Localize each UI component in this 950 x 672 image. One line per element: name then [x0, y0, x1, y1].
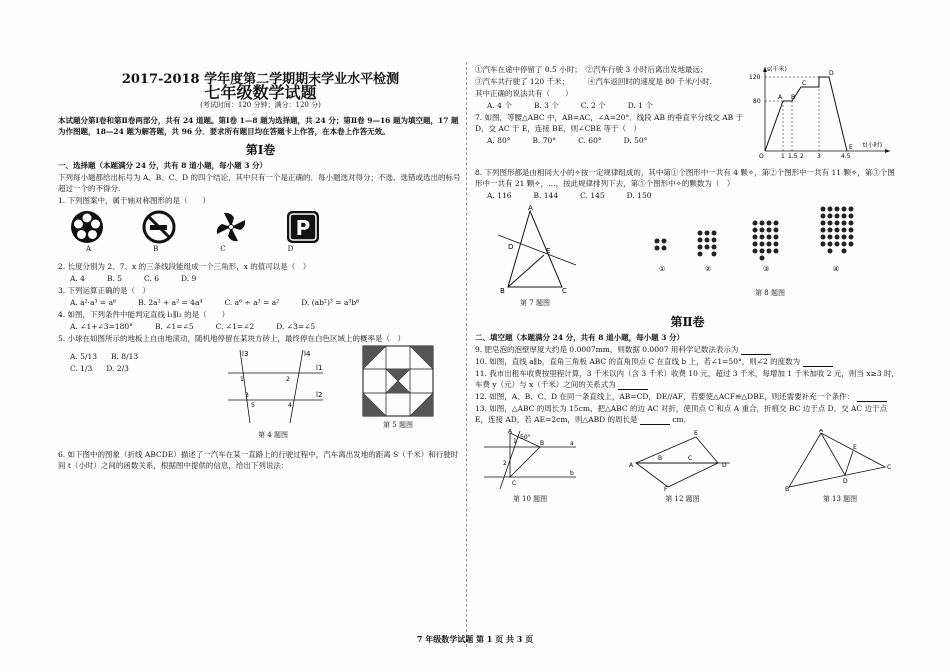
- svg-text:A: A: [628, 462, 633, 469]
- q5-options: [58, 345, 208, 441]
- q7-options: [487, 135, 745, 146]
- svg-text:1: 1: [240, 376, 244, 383]
- graph-pt-a: A: [778, 94, 783, 101]
- figure-13: [780, 429, 900, 505]
- question-1: 1. 下列图案中，属于轴对称图形的是（ ）: [58, 196, 211, 205]
- q1-figures: [70, 210, 463, 244]
- exam-intro: 本试题分第Ⅰ卷和第Ⅱ卷两部分，共有 24 道题。第Ⅰ卷 1—8 题为选择题，共 24 分；第Ⅱ卷 9—16 题为填空题，17 题为作图题，18—24 题为解答题，共 96 分．要求所有题目均在答题卡上作答，在本卷上作答无效。: [58, 116, 459, 136]
- part1-title: 第Ⅰ卷: [245, 143, 276, 157]
- q2-option-c: C. 6: [144, 274, 160, 283]
- q6-option-b: B. 3 个: [533, 101, 559, 110]
- svg-text:P: P: [295, 216, 311, 240]
- svg-text:B: B: [785, 486, 790, 491]
- svg-text:C: C: [512, 480, 517, 487]
- svg-text:A: A: [528, 205, 533, 212]
- q2-option-b: B. 5: [106, 274, 123, 283]
- q4-option-d: D. ∠3=∠5: [276, 322, 316, 331]
- svg-text:50°: 50°: [520, 434, 531, 441]
- graph-tick-1-5: 1.5: [788, 153, 798, 159]
- section1-title: 一、选择题（本题满分 24 分，共有 8 道小题，每小题 3 分）: [58, 161, 268, 170]
- svg-text:B: B: [500, 287, 505, 295]
- graph-tick-3: 3: [817, 153, 821, 159]
- question-6: 6. 如下图中的图象（折线 ABCDE）描述了一汽车在某一直路上的行驶过程中，汽车离出发地的距离 S（千米）和行驶时间 t（小时）之间的函数关系，根据图中提供的信息，给出下列说法：: [58, 450, 459, 470]
- q6-item-1: ①汽车在途中停留了 0.5 小时； ②汽车行驶 3 小时后离出发地最远；: [475, 65, 708, 74]
- left-column: [58, 70, 463, 472]
- graph-tick-1: 1: [781, 153, 785, 159]
- fig8-label-1: ①: [659, 265, 666, 273]
- graph-pt-b: B: [791, 94, 796, 101]
- no-smoking-icon: [142, 210, 176, 244]
- question-13: 13. 如图，△ABC 的周长为 15cm，把△ABC 的边 AC 对折，使顶点 C 和点 A 重合，折痕交 BC 边于点 D，交 AC 边于点 E，连接 AD，若 AE=2cm，则△ABD 的周长是 cm．: [475, 404, 888, 424]
- q8-option-b: B. 144: [533, 191, 559, 200]
- graph-tick-4-5: 4.5: [841, 153, 851, 159]
- question-10: 10. 如图，直线 a∥b，直角三角板 ABC 的直角顶点 C 在直线 b 上，若∠1=50°，则∠2 的度数为: [475, 356, 900, 367]
- svg-text:F: F: [663, 486, 667, 491]
- svg-text:C: C: [562, 287, 567, 295]
- right-column: [475, 63, 900, 505]
- q1-label-a: A: [86, 245, 92, 253]
- q7-q8-figures: [475, 205, 900, 309]
- graph-pt-d: D: [829, 70, 834, 77]
- svg-text:C: C: [887, 464, 892, 471]
- q7-option-b: B. 70°: [532, 136, 557, 145]
- svg-text:D: D: [508, 243, 514, 251]
- svg-text:l2: l2: [316, 391, 323, 399]
- q6-option-c: C. 2 个: [580, 101, 606, 110]
- q3-option-d: D. (ab²)³ = a³b⁶: [301, 298, 360, 307]
- graph-x-label: t(小时): [863, 142, 883, 149]
- svg-text:a: a: [570, 440, 574, 447]
- figure-12-caption: 第 12 题图: [665, 495, 700, 503]
- q5-option-d: D. 2/3: [106, 364, 129, 373]
- figure-7: [475, 205, 595, 309]
- q1-label-b: B: [153, 245, 159, 253]
- q4-options: [70, 321, 463, 332]
- svg-text:C: C: [687, 455, 692, 462]
- svg-text:E: E: [546, 247, 551, 255]
- question-4: 4. 如图，下列条件中能判定直线 l₁∥l₂ 的是（ ）: [58, 310, 230, 319]
- page-footer: 7 年级数学试题 第 1 页 共 3 页: [416, 634, 534, 644]
- section2-title: 二、填空题（本题满分 24 分，共有 8 道小题，每小题 3 分）: [475, 333, 685, 342]
- folded-triangle-diagram: [785, 429, 895, 491]
- question-5: 5. 小球在如图所示的地板上自由地滚动，随机地停留在某块方砖上，最终停在白色区域上的概率是（ ）: [58, 334, 406, 343]
- q4-option-b: B. ∠1=∠5: [154, 322, 194, 331]
- q6-continued: [475, 63, 900, 159]
- q8-options: [487, 190, 900, 201]
- q7-option-d: D. 50°: [623, 136, 648, 145]
- svg-text:l3: l3: [242, 350, 249, 358]
- section1-desc: 下列每小题都给出标号为 A、B、C、D 的四个结论，其中只有一个是正确的．每小题选对得分；不选、选错或选出的标号超过一个的不得分.: [58, 173, 461, 193]
- q4-option-a: A. ∠1+∠3=180°: [70, 322, 133, 331]
- svg-text:l1: l1: [316, 364, 323, 372]
- svg-text:2: 2: [286, 376, 290, 383]
- q3-option-a: A. a²·a³ = a⁶: [70, 298, 117, 307]
- exam-subtitle: 七年级数学试题: [204, 83, 317, 102]
- q3-options: [70, 297, 463, 308]
- svg-text:l4: l4: [304, 350, 311, 358]
- q5-option-c: C. 1/3: [70, 364, 93, 373]
- figure-5: [338, 345, 458, 441]
- fig8-label-3: ③: [763, 265, 770, 273]
- parking-icon: [286, 210, 320, 244]
- question-7: 7. 如图，等腰△ABC 中，AB=AC，∠A=20°．线段 AB 的垂直平分线交 AB 于 D，交 AC 于 E，连接 BE，则∠CBE 等于（ ）: [475, 113, 744, 133]
- q10-q13-figures: [475, 429, 900, 505]
- congruent-triangles-diagram: [628, 429, 738, 491]
- svg-text:1: 1: [513, 438, 517, 445]
- question-8: 8. 下列图形都是由相同大小的✧按一定规律组成的，其中第①个图形中一共有 4 颗✧，第②个图形中一共有 11 颗✧，第③个图形中一共有 21 颗✧，…，按此规律排列下去，第⑤个图形中✧的颗数为（ ）: [475, 168, 895, 188]
- svg-text:D: D: [843, 478, 848, 485]
- svg-text:E: E: [693, 430, 698, 437]
- q6-options: [487, 100, 745, 111]
- q6-item-2: ③汽车共行驶了 120 千米； ④汽车返回时的速度是 80 千米/小时.: [475, 77, 713, 86]
- graph-y-label: s(千米): [767, 66, 787, 73]
- figure-5-caption: 第 5 题图: [383, 421, 413, 429]
- figure-13-caption: 第 13 题图: [822, 495, 858, 503]
- fig8-label-4: ④: [833, 265, 840, 273]
- graph-pt-c: C: [802, 80, 807, 87]
- exam-info: (考试时间：120 分钟；满分：120 分): [200, 101, 321, 109]
- q5-row: [58, 345, 463, 441]
- q3-option-b: B. 2a² + a² = 4a⁴: [138, 298, 203, 307]
- distance-time-graph: [745, 63, 895, 159]
- svg-text:A: A: [819, 429, 824, 434]
- figure-7-caption: 第 7 题图: [520, 299, 550, 307]
- q7-option-a: A. 80°: [487, 136, 511, 145]
- graph-tick-80: 80: [753, 98, 761, 105]
- q5-option-b: B. 8/13: [111, 352, 139, 361]
- q6-option-a: A. 4 个: [487, 101, 512, 110]
- question-3: 3. 下列运算正确的是（ ）: [58, 286, 151, 295]
- svg-text:2: 2: [503, 460, 507, 467]
- star-pattern-diagram: [645, 205, 895, 285]
- q7-option-c: C. 60°: [578, 136, 602, 145]
- question-11: 11. 我市出租车收费按里程计算，3 千米以内（含 3 千米）收费 10 元，超过 3 千米，每增加 1 千米加收 2 元，则当 x≥3 时，车费 y（元）与 x（千米）之间的关系式为: [475, 369, 899, 389]
- question-12: 12. 如图，A、B、C、D 在同一条直线上，AB=CD，DE//AF，若要使△ACF≌△DBE，则还需要补充一个条件：: [475, 391, 900, 402]
- q8-option-a: A. 116: [487, 191, 512, 200]
- q2-option-a: A. 4: [70, 274, 85, 283]
- isosceles-triangle-diagram: [490, 205, 580, 295]
- q5-option-a: A. 5/13: [70, 352, 98, 361]
- svg-text:E: E: [853, 444, 857, 451]
- svg-text:D: D: [721, 462, 727, 469]
- floor-tiles-diagram: [362, 345, 434, 417]
- q6-tail: 其中正确的说法共有（ ）: [475, 89, 573, 98]
- q8-option-c: C. 145: [580, 191, 605, 200]
- svg-text:B: B: [657, 455, 662, 462]
- parallel-triangle-diagram: [480, 429, 580, 491]
- graph-tick-2: 2: [800, 153, 804, 159]
- figure-12: [623, 429, 743, 505]
- q1-label-d: D: [287, 245, 294, 253]
- flower-icon: [70, 210, 104, 244]
- q1-label-c: C: [220, 245, 226, 253]
- graph-pt-e: E: [849, 144, 853, 151]
- graph-tick-120: 120: [749, 74, 761, 81]
- q6-option-d: D. 1 个: [627, 101, 653, 110]
- graph-origin: O: [759, 153, 764, 159]
- figure-4: [208, 345, 338, 441]
- svg-text:A: A: [508, 429, 513, 435]
- svg-text:5: 5: [251, 402, 255, 409]
- q8-option-d: D. 150: [626, 191, 652, 200]
- figure-10: [475, 429, 585, 505]
- parallel-lines-diagram: [218, 345, 328, 427]
- fig8-label-2: ②: [705, 265, 712, 273]
- figure-4-caption: 第 4 题图: [258, 431, 288, 439]
- svg-text:b: b: [570, 470, 574, 477]
- column-divider: [466, 62, 467, 647]
- q2-option-d: D. 9: [181, 274, 197, 283]
- figure-10-caption: 第 10 题图: [512, 495, 548, 503]
- q1-labels: [86, 244, 463, 255]
- pinwheel-icon: [214, 210, 248, 244]
- q2-options: [70, 273, 463, 284]
- figure-8-caption: 第 8 题图: [755, 289, 785, 297]
- question-2: 2. 长度分别为 2、7、x 的三条线段能组成一个三角形，x 的值可以是（ ）: [58, 262, 311, 271]
- svg-text:3: 3: [245, 392, 249, 399]
- question-9: 9. 肥皂泡的泡壁厚度大约是 0.0007mm，则数据 0.0007 用科学记数法表示为: [475, 344, 900, 355]
- exam-title: 2017-2018 学年度第二学期期末学业水平检测: [121, 72, 400, 87]
- q3-option-c: C. a⁶ ÷ a³ = a²: [224, 298, 280, 307]
- svg-text:B: B: [540, 440, 545, 447]
- q4-option-c: C. ∠1=∠2: [215, 322, 255, 331]
- svg-text:4: 4: [288, 402, 292, 409]
- part2-title: 第Ⅱ卷: [670, 315, 705, 329]
- figure-8: [640, 205, 900, 309]
